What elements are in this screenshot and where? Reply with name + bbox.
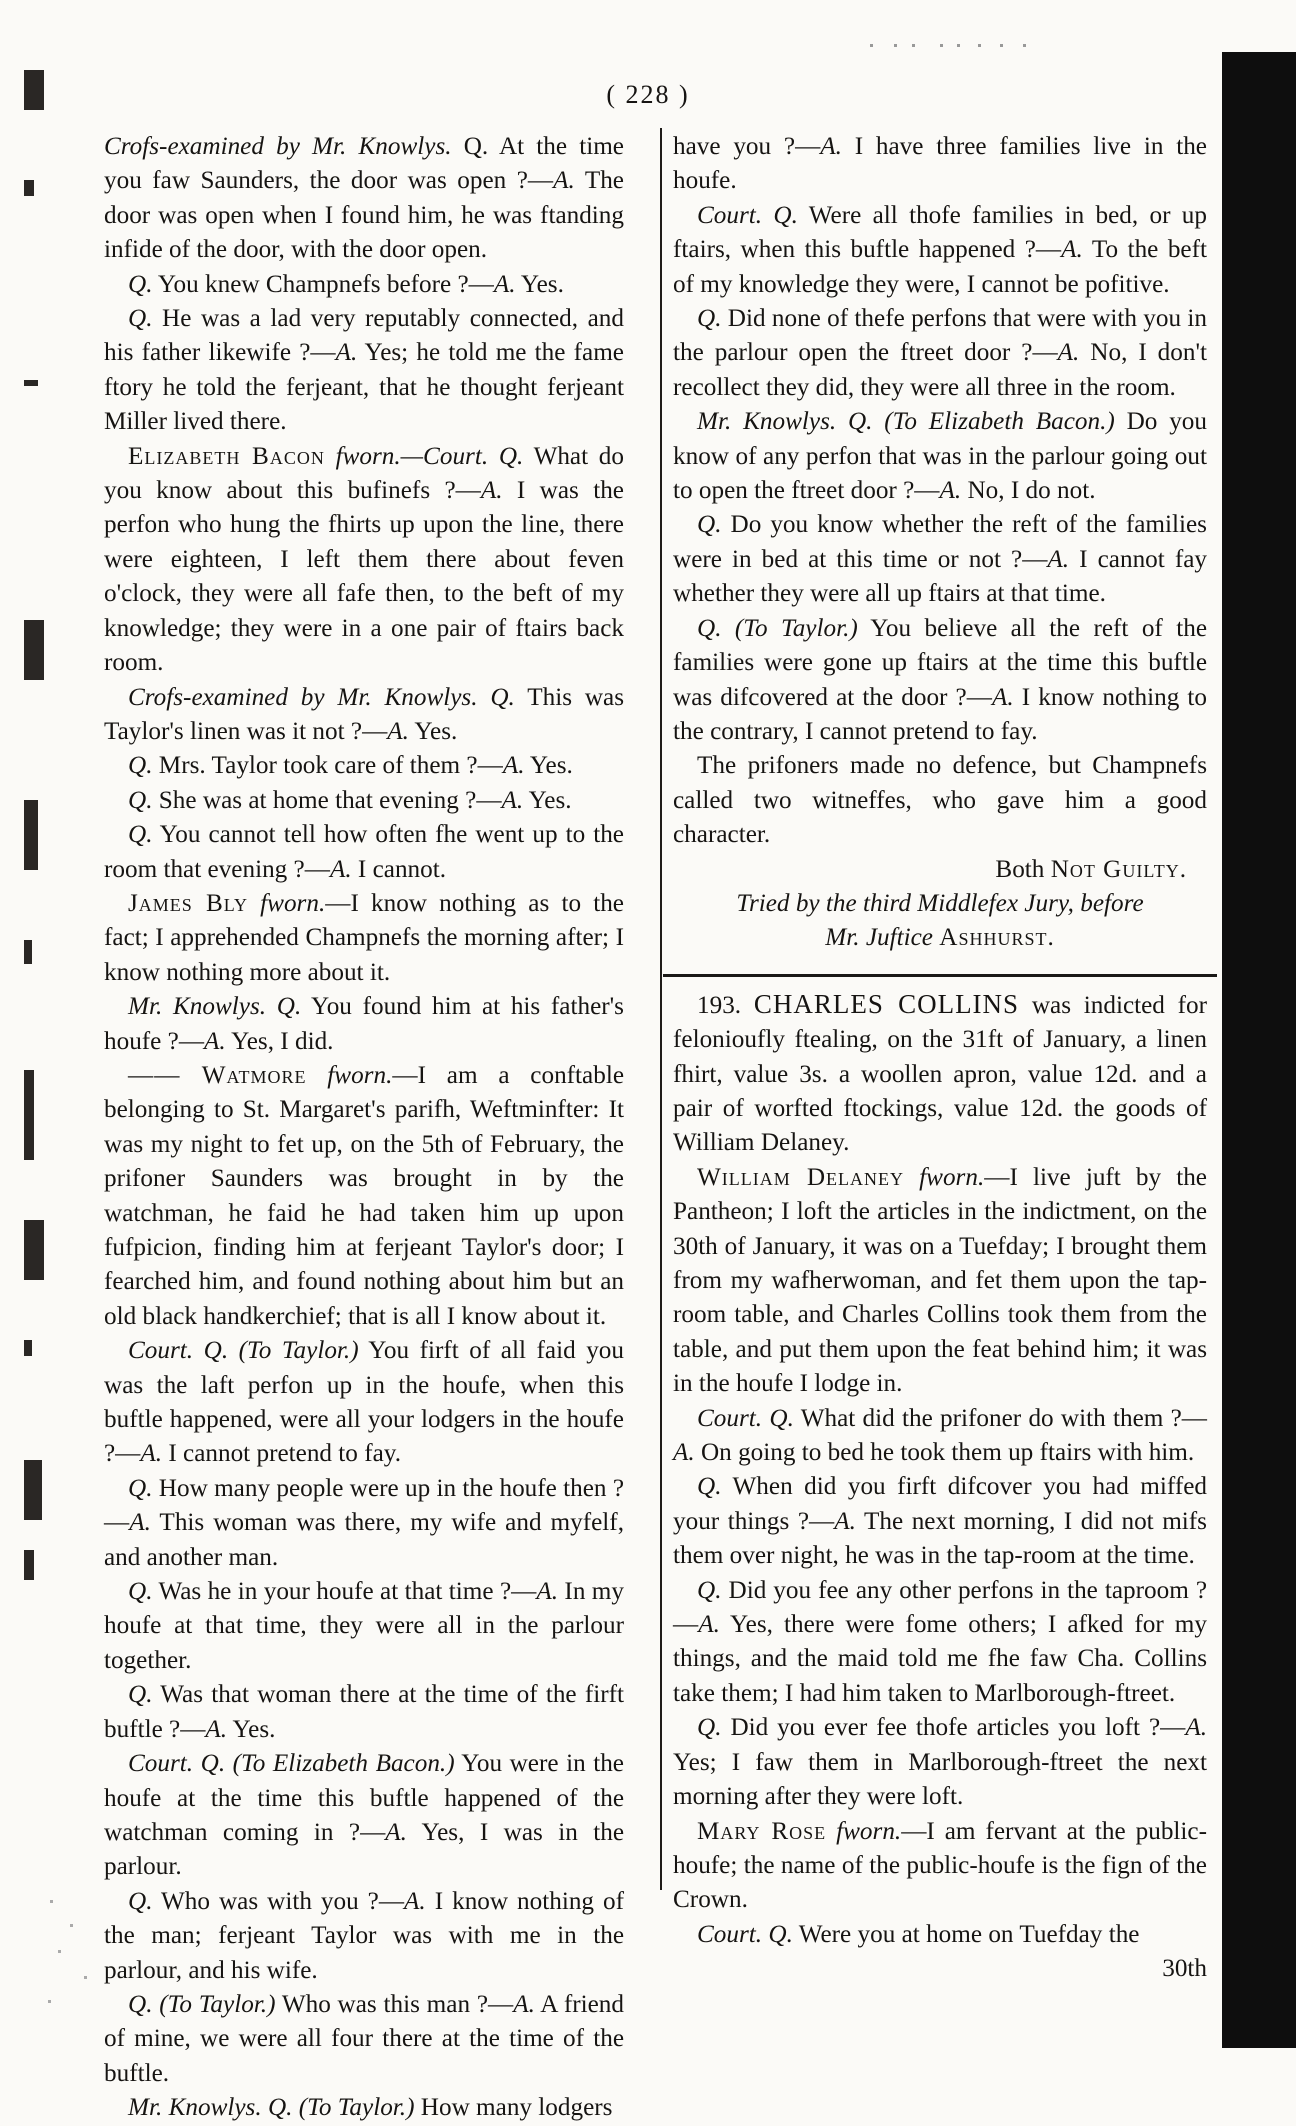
text-run: was indicted for felonioufly ftealing, on the 31ft of January, a linen fhirt, value 3s. a woollen apron, value 12d. and a pair of worfted ftockings, value 12d. the goods of William Delaney. [673,991,1208,1157]
text-run: On going to bed he took them up ftairs with him. [694,1439,1195,1467]
paragraph [104,990,624,1059]
text-run: Q. [128,1681,153,1709]
text-run: You firft of all faid you was the laft perfon up in the houfe, when this buftle happened, were all your lodgers in the houfe ?— [104,1337,624,1468]
text-run: A. [385,1818,407,1846]
text-run: (To Taylor.) [721,614,858,642]
paragraph [104,268,624,302]
column-divider [660,128,662,1890]
text-run: Were all thofe families in bed, or up ftairs, when this buftle happened ?— [673,201,1207,264]
text-run: Mr. Knowlys. [128,2094,262,2122]
paragraph [673,749,1207,852]
text-run: I cannot. [351,855,447,883]
text-run: Q. [697,1576,722,1604]
text-run: (To Taylor.) [152,1990,276,2018]
text-run: —I am fervant at the public-houfe; the name of the public-houfe is the fign of the Crown. [673,1817,1207,1914]
text-run: Did you fee any other perfons in the taproom ?— [673,1576,1207,1639]
verdict-prefix: Both [995,855,1051,883]
right-column-part1 [673,130,1207,853]
text-run: Do you know whether the reft of the families were in bed at this time or not ?— [673,511,1207,573]
text-run: A. [1061,236,1083,264]
text-run: Was he in your houfe at that time ?— [152,1578,537,1606]
text-run: James Bly [128,889,248,917]
text-run: (To Elizabeth Bacon.) [872,408,1115,436]
text-run: Q. [128,821,153,849]
text-run: I know nothing to the contrary, I cannot pretend to fay. [673,683,1208,745]
paragraph [104,1334,624,1472]
text-run: (To Taylor.) [228,1337,359,1365]
text-run: You believe all the reft of the families were gone up ftairs at the time this buftle was difcovered at the door ?— [673,614,1208,711]
verdict-line [673,853,1207,887]
paragraph [104,681,624,750]
text-run: Were you at home on Tuefday the [792,1920,1140,1948]
text-run: A. [939,477,962,505]
text-run: Q. [697,305,722,333]
text-run: A. [1047,545,1070,573]
paragraph [673,130,1207,199]
scan-binding-marks [10,60,70,1660]
text-run: A friend of mine, we were all four there at the time of the buftle. [104,1990,624,2087]
text-run: No, I don't recollect they did, they were all three in the room. [673,339,1207,401]
verdict-text: Not Guilty. [1050,855,1187,883]
text-run: A. [205,1715,228,1743]
text-run: Q. [697,1473,722,1501]
text-run: A. [404,1887,426,1915]
text-run: She was at home that evening ?— [152,786,502,814]
paragraph [104,887,624,990]
text-run: Q. [128,752,153,780]
text-run: Q. At the time you faw Saunders, the door was open ?— [104,133,624,195]
text-run: A. [480,477,503,505]
paragraph [104,784,624,818]
paragraph [673,1470,1207,1573]
text-run: A. [140,1440,163,1468]
paragraph [104,440,624,681]
text-run: Yes, there were fome others; I afked for my things, and the maid told me fhe faw Cha. Collins take them; I had him taken to Marlborough-ftreet. [673,1611,1207,1707]
text-run: Q. [128,305,153,333]
text-run: A. [553,167,575,195]
text-run: How many lodgers [414,2094,613,2122]
text-run: fworn. [904,1163,985,1191]
text-run: The door was open when I found him, he was ftanding infide of the door, with the door open. [104,167,624,264]
scan-speckle-bottom [40,1880,120,2020]
text-run: Q. [266,993,302,1021]
text-run: A. [834,1507,856,1535]
text-run: Q. [128,786,153,814]
paragraph [673,612,1207,750]
text-run: You found him at his father's houfe ?— [104,993,624,1055]
text-run: I cannot pretend to fay. [162,1440,402,1468]
paragraph [104,2091,624,2125]
text-run: Yes. [523,786,572,814]
text-run: How many people were up in the houfe then ?— [104,1474,624,1537]
text-run: A. [513,1990,535,2018]
text-run: Court. [697,1404,763,1432]
text-run: You cannot tell how often fhe went up to the room that evening ?— [104,821,624,883]
text-run: Q. [836,408,873,436]
text-run: CHARLES COLLINS [753,988,1020,1019]
text-run: Q. [697,511,722,539]
left-column [104,130,624,2126]
text-run: —— Watmore [128,1061,307,1089]
text-run: 193. [697,991,754,1019]
text-run: Elizabeth Bacon [128,442,325,470]
paragraph [104,302,624,440]
text-run: Yes, I was in the parlour. [104,1818,624,1881]
text-run: You knew Champnefs before ?— [152,270,494,298]
text-run: A. [536,1578,559,1606]
text-run: Q. [762,1920,793,1948]
text-run: A. [335,339,358,367]
paragraph [673,1161,1207,1402]
text-run: fworn. [826,1817,902,1845]
text-run: fworn. [247,889,326,917]
paragraph [104,1885,624,1988]
text-run: have you ?— [673,133,821,160]
text-run: A. [129,1509,151,1537]
text-run: Court. [697,1920,763,1948]
text-run: —I am a conftable belonging to St. Margaret's parifh, Weftminfter: It was my night to fet up, on the 5th of February, the prifoner Saunders was brought in by the watchman, he faid he had taken him up upon fufpicion, finding him at ferjeant Taylor's door; I fearched him, and found nothing about him but an old black handkerchief; that is all I know about it. [104,1061,625,1330]
paragraph [104,1678,624,1747]
text-run: Yes. [515,270,564,298]
paragraph [104,1575,624,1678]
paragraph [104,1747,624,1885]
paragraph [673,405,1207,508]
text-run: Q. [128,1990,153,2018]
scan-edge-shadow [1222,52,1296,2048]
text-run: Yes; he told me the fame ftory he told the ferjeant, that he thought ferjeant Miller lived there. [104,339,624,436]
paragraph [104,749,624,783]
text-run: (To Taylor.) [292,2094,415,2122]
text-run: Yes; I faw them in Marlborough-ftreet the next morning after they were loft. [673,1748,1207,1811]
paragraph [673,199,1207,302]
text-run: When did you firft difcover you had miffed your things ?— [673,1473,1207,1535]
case-divider [663,974,1217,977]
text-run: Mr. Knowlys. [128,993,267,1021]
text-run: A. [1185,1714,1207,1742]
text-run: Q. [488,442,524,470]
text-run: Court. [128,1337,194,1365]
text-run: Who was with you ?— [152,1887,405,1915]
paragraph [104,130,624,268]
paragraph [673,1815,1207,1918]
paragraph [673,508,1207,611]
paragraph [104,1472,624,1575]
text-run: Do you know of any perfon that was in the parlour going out to open the ftreet door ?— [673,408,1207,505]
paragraph [104,818,624,887]
text-run: A. [387,717,409,745]
text-run: Q. [128,1887,153,1915]
text-run: Yes. [524,752,573,780]
text-run: I know nothing of the man; ferjeant Taylor was with me in the parlour, and his wife. [104,1887,624,1984]
text-run: What did the prifoner do with them ?— [793,1404,1207,1432]
text-run: Court. [128,1750,194,1778]
text-run: Crofs-examined by Mr. Knowlys. [128,683,478,711]
text-run: Yes. [227,1715,276,1743]
text-run: Mr. Knowlys. [697,408,837,436]
text-run: The next morning, I did not mifs them over night, he was in the tap-room at the time. [673,1507,1207,1570]
text-run: —I know nothing as to the fact; I apprehended Champnefs the morning after; I know nothing more about it. [104,889,624,986]
text-run: The prifoners made no defence, but Champnefs called two witneffes, who gave him a good character. [673,752,1207,849]
text-run: Q. [697,614,722,642]
text-run: Was that woman there at the time of the firft buftle ?— [104,1681,624,1743]
text-run: You were in the houfe at the time this buftle happened of the watchman coming in ?— [104,1750,624,1846]
right-column-part2 [673,987,1207,1952]
tried-by-line1: Tried by the third Middlefex Jury, before [736,889,1144,917]
text-run: Q. [697,1714,722,1742]
tried-by-line2: Mr. Juftice Ashhurst. [825,924,1055,952]
text-run: A. [991,683,1014,711]
text-run: I have three families live in the houfe. [673,133,1207,195]
text-run: A. [673,1439,695,1467]
text-run: Q. [193,1750,226,1778]
catchword: 30th [1162,1955,1207,1983]
paragraph [673,302,1207,405]
text-run: To the beft of my knowledge they were, I cannot be pofitive. [673,236,1208,298]
paragraph [673,1402,1207,1471]
text-run: Q. [762,201,798,229]
text-run: Who was this man ?— [275,1990,514,2018]
text-run: He was a lad very reputably connected, and his father likewife ?— [104,305,624,367]
text-run: In my houfe at that time, they were all in the parlour together. [104,1578,624,1674]
text-run: A. [698,1611,720,1639]
text-run: A. [204,1027,226,1055]
paragraph [104,1988,624,2091]
paragraph [673,1918,1207,1952]
text-run: A. [502,752,525,780]
page-number: ( 228 ) [606,80,690,109]
text-run: Q. [261,2094,293,2122]
text-run: A. [329,855,352,883]
text-run: No, I do not. [961,477,1096,505]
text-run: Yes. [408,717,458,745]
text-run: Court. [697,201,763,229]
text-run: A. [820,133,842,160]
text-run: Q. [128,1578,153,1606]
text-run: Q. [477,683,515,711]
paragraph [673,987,1207,1161]
text-run: I was the perfon who hung the fhirts up upon the line, there were eighteen, I left them there about feven o'clock, they were all fafe then, to the beft of my knowledge; they were in a one pair of ftairs back room. [104,477,624,677]
text-run: —I live juft by the Pantheon; I loft the articles in the indictment, on the 30th of January, it was on a Tuefday; I brought them from my wafherwoman, and fet them upon the tap-room table, and Charles Collins took them from the table, and put them upon the feat behind him; it was in the houfe I lodge in. [673,1163,1207,1398]
text-run: fworn. [306,1061,393,1089]
text-run: Q. [193,1337,229,1365]
text-run: Crofs-examined by Mr. Knowlys. [104,133,452,160]
text-run: William Delaney [697,1163,905,1191]
text-run: Q. [128,270,153,298]
paragraph [104,1059,624,1334]
text-run: This woman was there, my wife and myfelf, and another man. [104,1509,624,1571]
text-run: What do you know about this bufinefs ?— [104,442,624,505]
paragraph [673,1711,1207,1814]
text-run: Yes, I did. [225,1027,334,1055]
text-run: Did none of thefe perfons that were with you in the parlour open the ftreet door ?— [673,305,1207,367]
text-run: A. [493,270,516,298]
text-run: fworn.—Court. [324,442,489,470]
paragraph [673,1574,1207,1712]
text-run: This was Taylor's linen was it not ?— [104,683,624,745]
text-run: I cannot fay whether they were all up ftairs at that time. [673,545,1207,608]
text-run: Q. [128,1474,153,1502]
text-run: Did you ever fee thofe articles you loft ?— [721,1714,1186,1742]
right-column [673,130,1207,1987]
text-run: Mrs. Taylor took care of them ?— [152,752,503,780]
text-run: (To Elizabeth Bacon.) [225,1750,455,1778]
scan-speckle-top [860,36,1040,56]
text-run: Q. [762,1404,794,1432]
text-run: Mary Rose [697,1817,827,1845]
text-run: A. [501,786,524,814]
text-run: A. [1057,339,1080,367]
